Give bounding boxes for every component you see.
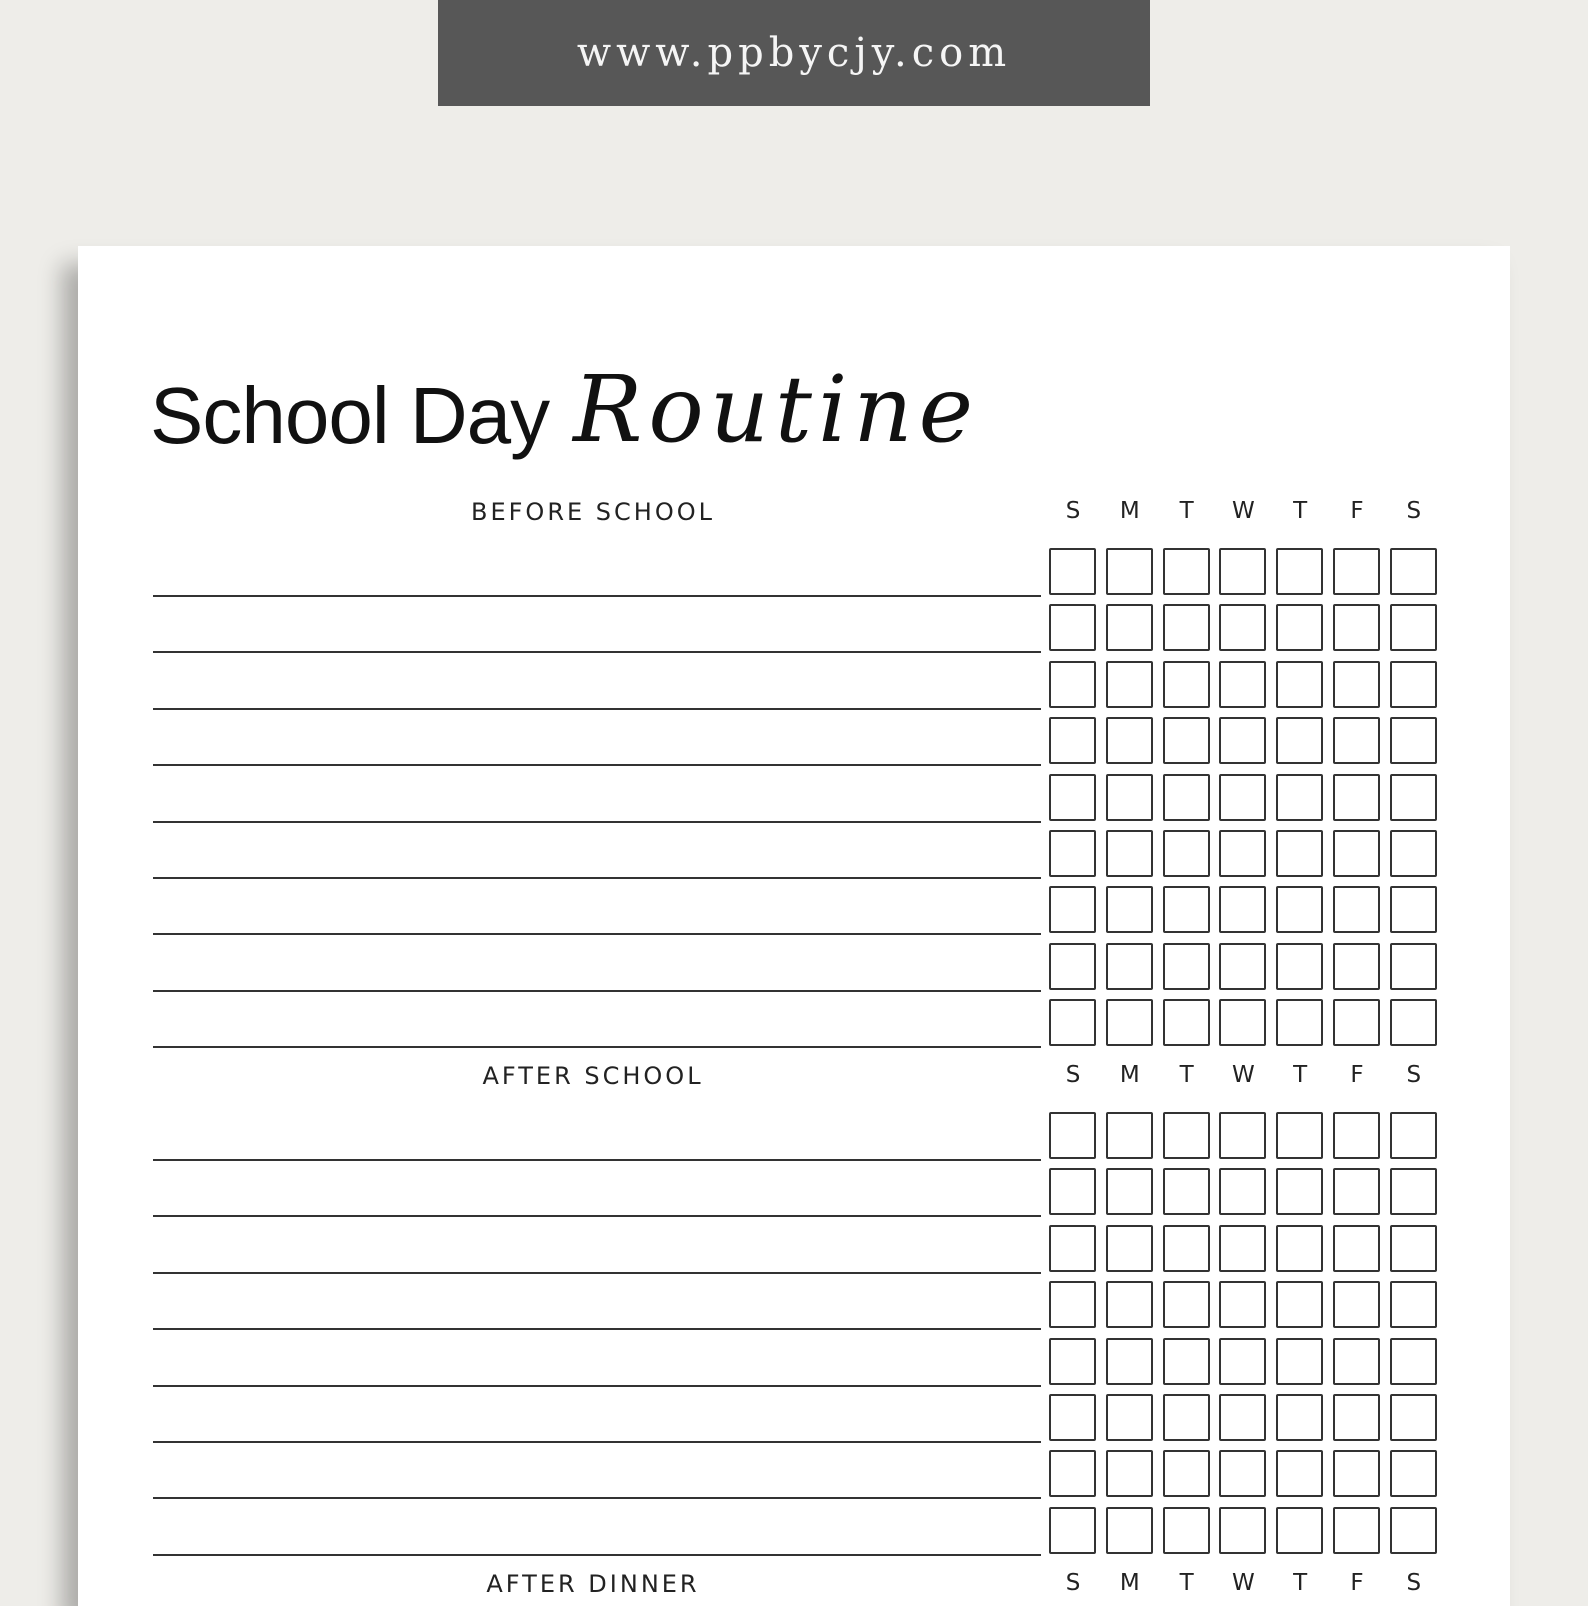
day-checkbox[interactable]: [1333, 1168, 1380, 1215]
task-entry-line[interactable]: [153, 708, 1041, 710]
task-entry-line[interactable]: [153, 990, 1041, 992]
day-checkbox[interactable]: [1163, 1338, 1210, 1385]
day-checkbox[interactable]: [1333, 1281, 1380, 1328]
task-entry-line[interactable]: [153, 1497, 1041, 1499]
task-entry-line[interactable]: [153, 821, 1041, 823]
day-checkbox[interactable]: [1390, 886, 1437, 933]
day-checkbox[interactable]: [1163, 999, 1210, 1046]
day-checkbox[interactable]: [1276, 661, 1323, 708]
day-checkbox[interactable]: [1390, 774, 1437, 821]
day-checkbox[interactable]: [1106, 661, 1153, 708]
day-checkbox[interactable]: [1333, 774, 1380, 821]
day-checkbox[interactable]: [1106, 830, 1153, 877]
day-checkbox[interactable]: [1276, 1168, 1323, 1215]
day-checkbox[interactable]: [1106, 604, 1153, 651]
day-checkbox[interactable]: [1106, 548, 1153, 595]
day-checkbox[interactable]: [1333, 717, 1380, 764]
website-banner: [438, 0, 1150, 106]
task-entry-line[interactable]: [153, 1159, 1041, 1161]
day-checkbox[interactable]: [1163, 1225, 1210, 1272]
day-header: M: [1119, 498, 1140, 524]
day-header: T: [1179, 1570, 1194, 1596]
day-checkbox[interactable]: [1219, 999, 1266, 1046]
day-header: T: [1179, 498, 1194, 524]
day-checkbox[interactable]: [1219, 943, 1266, 990]
day-checkbox[interactable]: [1390, 1281, 1437, 1328]
day-checkbox[interactable]: [1390, 1507, 1437, 1554]
section-label: AFTER DINNER: [486, 1570, 700, 1598]
page-title: [150, 336, 980, 463]
day-checkbox[interactable]: [1333, 886, 1380, 933]
day-checkbox[interactable]: [1276, 1394, 1323, 1441]
day-header: S: [1065, 498, 1081, 524]
day-checkbox[interactable]: [1049, 1112, 1096, 1159]
task-entry-line[interactable]: [153, 651, 1041, 653]
day-checkbox[interactable]: [1333, 1394, 1380, 1441]
task-entry-line[interactable]: [153, 877, 1041, 879]
day-header: S: [1065, 1062, 1081, 1088]
day-checkbox[interactable]: [1163, 1112, 1210, 1159]
day-header: W: [1232, 1570, 1255, 1596]
day-checkbox[interactable]: [1276, 1338, 1323, 1385]
day-checkbox[interactable]: [1390, 717, 1437, 764]
day-checkbox[interactable]: [1163, 661, 1210, 708]
task-entry-line[interactable]: [153, 1272, 1041, 1274]
day-checkbox[interactable]: [1163, 1281, 1210, 1328]
task-entry-line[interactable]: [153, 764, 1041, 766]
task-entry-line[interactable]: [153, 1328, 1041, 1330]
day-checkbox[interactable]: [1390, 1394, 1437, 1441]
day-checkbox[interactable]: [1390, 1450, 1437, 1497]
day-checkbox[interactable]: [1163, 1450, 1210, 1497]
day-checkbox[interactable]: [1276, 1112, 1323, 1159]
day-checkbox[interactable]: [1276, 1281, 1323, 1328]
day-checkbox[interactable]: [1049, 1168, 1096, 1215]
day-checkbox[interactable]: [1333, 1450, 1380, 1497]
day-checkbox[interactable]: [1049, 1281, 1096, 1328]
day-checkbox[interactable]: [1106, 1450, 1153, 1497]
day-checkbox[interactable]: [1333, 1225, 1380, 1272]
day-checkbox[interactable]: [1333, 1507, 1380, 1554]
title-script: Routine: [573, 356, 980, 463]
day-checkbox[interactable]: [1333, 661, 1380, 708]
day-checkbox[interactable]: [1163, 717, 1210, 764]
day-header: T: [1293, 1062, 1308, 1088]
day-checkbox[interactable]: [1106, 1507, 1153, 1554]
section-label: AFTER SCHOOL: [482, 1062, 704, 1090]
day-checkbox[interactable]: [1276, 1225, 1323, 1272]
day-header: T: [1293, 1570, 1308, 1596]
day-checkbox[interactable]: [1049, 717, 1096, 764]
day-checkbox[interactable]: [1276, 999, 1323, 1046]
task-entry-line[interactable]: [153, 1385, 1041, 1387]
day-checkbox[interactable]: [1049, 1507, 1096, 1554]
day-header: S: [1406, 498, 1422, 524]
day-checkbox[interactable]: [1219, 1168, 1266, 1215]
planner-page: [78, 246, 1510, 1606]
day-checkbox[interactable]: [1106, 1168, 1153, 1215]
day-checkbox[interactable]: [1219, 548, 1266, 595]
day-checkbox[interactable]: [1049, 604, 1096, 651]
day-header: S: [1065, 1570, 1081, 1596]
day-header: S: [1406, 1062, 1422, 1088]
day-checkbox[interactable]: [1049, 830, 1096, 877]
section-label: BEFORE SCHOOL: [471, 498, 715, 526]
day-checkbox[interactable]: [1390, 661, 1437, 708]
day-checkbox[interactable]: [1049, 1394, 1096, 1441]
day-checkbox[interactable]: [1049, 1450, 1096, 1497]
day-checkbox[interactable]: [1390, 830, 1437, 877]
day-checkbox[interactable]: [1276, 1507, 1323, 1554]
day-header: T: [1293, 498, 1308, 524]
day-header: W: [1232, 498, 1255, 524]
day-checkbox[interactable]: [1390, 1168, 1437, 1215]
day-checkbox[interactable]: [1219, 1225, 1266, 1272]
day-checkbox[interactable]: [1333, 830, 1380, 877]
day-checkbox[interactable]: [1390, 999, 1437, 1046]
day-checkbox[interactable]: [1219, 1507, 1266, 1554]
day-checkbox[interactable]: [1219, 604, 1266, 651]
day-checkbox[interactable]: [1163, 604, 1210, 651]
day-header: M: [1119, 1062, 1140, 1088]
day-checkbox[interactable]: [1049, 774, 1096, 821]
day-checkbox[interactable]: [1219, 1450, 1266, 1497]
day-checkbox[interactable]: [1219, 886, 1266, 933]
day-checkbox[interactable]: [1390, 943, 1437, 990]
day-checkbox[interactable]: [1106, 1338, 1153, 1385]
day-checkbox[interactable]: [1219, 1338, 1266, 1385]
day-checkbox[interactable]: [1106, 774, 1153, 821]
day-checkbox[interactable]: [1276, 830, 1323, 877]
day-checkbox[interactable]: [1163, 886, 1210, 933]
day-checkbox[interactable]: [1219, 830, 1266, 877]
task-entry-line[interactable]: [153, 1046, 1041, 1048]
day-header: F: [1350, 1062, 1364, 1088]
day-checkbox[interactable]: [1106, 943, 1153, 990]
day-checkbox[interactable]: [1333, 1338, 1380, 1385]
day-checkbox[interactable]: [1333, 548, 1380, 595]
task-entry-line[interactable]: [153, 1554, 1041, 1556]
title-main: School Day: [150, 371, 550, 460]
day-checkbox[interactable]: [1163, 943, 1210, 990]
day-checkbox[interactable]: [1106, 1394, 1153, 1441]
day-checkbox[interactable]: [1106, 1281, 1153, 1328]
day-checkbox[interactable]: [1276, 548, 1323, 595]
day-checkbox[interactable]: [1163, 774, 1210, 821]
day-checkbox[interactable]: [1106, 717, 1153, 764]
day-checkbox[interactable]: [1276, 604, 1323, 651]
day-checkbox[interactable]: [1390, 548, 1437, 595]
day-header: W: [1232, 1062, 1255, 1088]
task-entry-line[interactable]: [153, 595, 1041, 597]
day-checkbox[interactable]: [1049, 886, 1096, 933]
task-entry-line[interactable]: [153, 933, 1041, 935]
day-checkbox[interactable]: [1219, 1112, 1266, 1159]
day-checkbox[interactable]: [1219, 1394, 1266, 1441]
day-checkbox[interactable]: [1390, 604, 1437, 651]
day-checkbox[interactable]: [1049, 1338, 1096, 1385]
day-checkbox[interactable]: [1219, 774, 1266, 821]
day-checkbox[interactable]: [1049, 661, 1096, 708]
day-checkbox[interactable]: [1390, 1112, 1437, 1159]
day-checkbox[interactable]: [1049, 943, 1096, 990]
day-header: S: [1406, 1570, 1422, 1596]
day-checkbox[interactable]: [1333, 999, 1380, 1046]
day-checkbox[interactable]: [1163, 1507, 1210, 1554]
day-checkbox[interactable]: [1219, 661, 1266, 708]
day-header: F: [1350, 1570, 1364, 1596]
day-checkbox[interactable]: [1276, 886, 1323, 933]
day-checkbox[interactable]: [1163, 1168, 1210, 1215]
day-checkbox[interactable]: [1390, 1225, 1437, 1272]
day-checkbox[interactable]: [1219, 1281, 1266, 1328]
task-entry-line[interactable]: [153, 1441, 1041, 1443]
day-checkbox[interactable]: [1276, 717, 1323, 764]
day-header: M: [1119, 1570, 1140, 1596]
day-checkbox[interactable]: [1163, 548, 1210, 595]
day-checkbox[interactable]: [1106, 999, 1153, 1046]
day-header: F: [1350, 498, 1364, 524]
day-checkbox[interactable]: [1390, 1338, 1437, 1385]
day-checkbox[interactable]: [1049, 548, 1096, 595]
day-checkbox[interactable]: [1049, 999, 1096, 1046]
day-checkbox[interactable]: [1333, 943, 1380, 990]
day-checkbox[interactable]: [1163, 1394, 1210, 1441]
day-checkbox[interactable]: [1106, 886, 1153, 933]
day-checkbox[interactable]: [1333, 1112, 1380, 1159]
website-url: www.ppbycjy.com: [576, 30, 1012, 76]
day-checkbox[interactable]: [1049, 1225, 1096, 1272]
day-checkbox[interactable]: [1276, 774, 1323, 821]
day-checkbox[interactable]: [1163, 830, 1210, 877]
task-entry-line[interactable]: [153, 1215, 1041, 1217]
day-checkbox[interactable]: [1276, 943, 1323, 990]
day-checkbox[interactable]: [1333, 604, 1380, 651]
day-checkbox[interactable]: [1276, 1450, 1323, 1497]
day-checkbox[interactable]: [1219, 717, 1266, 764]
day-checkbox[interactable]: [1106, 1112, 1153, 1159]
day-header: T: [1179, 1062, 1194, 1088]
day-checkbox[interactable]: [1106, 1225, 1153, 1272]
